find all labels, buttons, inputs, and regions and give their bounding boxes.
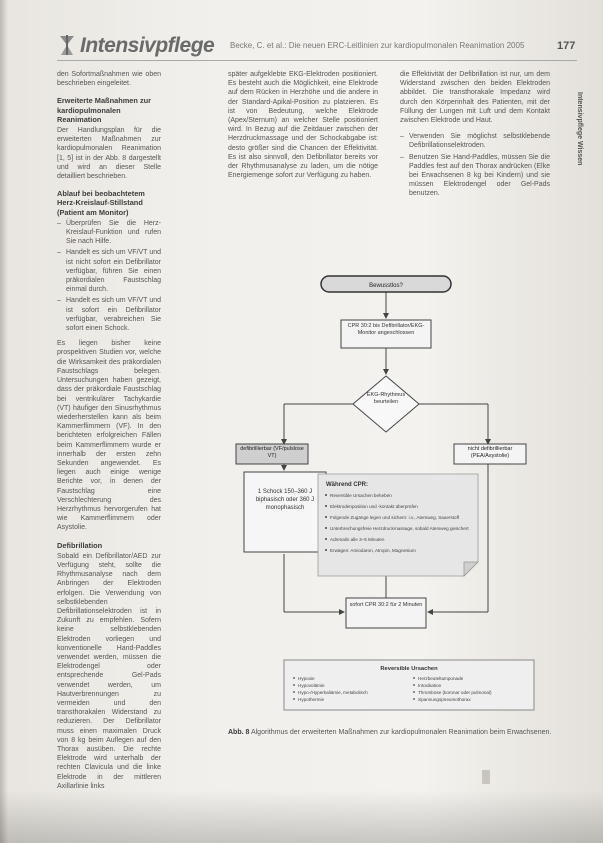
node-label: nicht defibrillierbar (PEA/Asystolie): [467, 446, 513, 459]
bullet-list: [57, 219, 161, 333]
node-label: CPR 30:2 bis Defibrillator/EKG-Monitor angeschlossen: [347, 323, 425, 336]
node-label: defibrillierbar (VF/pulslose VT): [240, 446, 304, 459]
paragraph: Es liegen bisher keine prospektiven Studien vor, welche die Wirksamkeit des präkordialen Faustschlags belegen. Untersuchungen haben gezeigt, dass der präkordiale Faustschlag bei ventrikulärer Tachykardie (VT) häufiger den Sinusrhythmus wiederherstellen kann als beim Kammerflimmern (VF). In den berichteten erfolgreichen Fällen beim Kammerflimmern wurde er innerhalb der ersten zehn Sekunden angewendet. Es liegen auch einige wenige Berichte vor, in denen der Faustschlag eine Verschlechterung des Herzrhythmus hervorgerufen hat wie Kammerflimmern oder Asystolie.: [57, 340, 161, 532]
node-label: 1 Schock 150–360 J biphasisch oder 360 J monophasisch: [255, 489, 315, 511]
node-label: EKG-Rhythmus beurteilen: [366, 392, 406, 405]
text-column-middle: [228, 70, 378, 187]
flow-node-start: [321, 276, 451, 292]
caption-label: Abb. 8: [228, 729, 250, 736]
section-heading: Erweiterte Maßnahmen zur kardiopulmonalen Reanimation: [57, 96, 152, 124]
during-cpr-item: Elektrodenposition und -kontakt überprüfen: [330, 504, 418, 509]
running-head: Becke, C. et al.: Die neuen ERC-Leitlinien zur kardiopulmonalen Reanimation 2005: [230, 41, 525, 50]
during-cpr-item: Erwägen: Amiodaron, Atropin, Magnesium: [330, 548, 416, 553]
reversible-cause: Intoxikation: [418, 683, 442, 688]
header-rule: [57, 60, 577, 61]
reversible-cause: Thrombose (koronar oder pulmonal): [418, 690, 492, 695]
list-item: – Verwenden Sie möglichst selbstklebende Defibrillationselektroden.: [409, 132, 550, 150]
section-heading: Ablauf bei beobachtetem Herz-Kreislauf-Stillstand (Patient am Monitor): [57, 189, 145, 217]
reversible-causes-box: [284, 660, 534, 710]
figure-caption: [228, 728, 568, 737]
text-column-left: [57, 70, 161, 798]
during-cpr-item: Unterbrechungsfreie Herzdruckmassage, sobald Atemweg gesichert: [330, 526, 469, 531]
flow-node-cpr: [341, 320, 431, 348]
during-cpr-item: Folgende Zugänge legen und sichern: i.v., Atemweg, Sauerstoff: [330, 515, 460, 520]
list-item: – Handelt es sich um VF/VT und ist sofort ein Defibrillator verfügbar, verabreichen Sie sofort einen Schock.: [66, 296, 161, 333]
text-column-right: [400, 70, 550, 205]
node-label: sofort CPR 30:2 für 2 Minuten: [349, 602, 423, 608]
caduceus-icon: [57, 34, 77, 56]
paragraph: Der Handlungsplan für die erweiterten Maßnahmen zur kardiopulmonalen Reanimation [1, 5] ist in der Abb. 8 dargestellt und wird an dieser Stelle detailliert beschrieben.: [57, 127, 161, 181]
paragraph: später aufgeklebte EKG-Elektroden positioniert. Es besteht auch die Möglichkeit, eine Elektrode auf dem Rücken in Herzhöhe und die andere in der Standard-Apikal-Position zu platzieren. Es ist von Bedeutung, welche Elektrode (Apex/Sternum) an welcher Stelle positioniert wird. In Bezug auf die Zeitdauer zwischen der Herzdruckmassage und der Schockabgabe ist: desto größer sind die Chancen der Effektivität. Es ist also sinnvoll, den Defibrillator bereits vor der Rhythmusanalyse zu laden, um die nötige Energiemenge sofort zur Verfügung zu haben.: [228, 71, 378, 180]
caption-text: Algorithmus der erweiterten Maßnahmen zur kardiopulmonalen Reanimation beim Erwachsenen.: [250, 729, 552, 736]
list-item: – Handelt es sich um VF/VT und ist nicht sofort ein Defibrillator verfügbar, führen Sie einen präkordialen Faustschlag einmal durch.: [66, 248, 161, 294]
list-item: – Überprüfen Sie die Herz-Kreislauf-Funktion und rufen Sie nach Hilfe.: [66, 219, 161, 247]
list-item: – Benutzen Sie Hand-Paddles, müssen Sie die Paddles fest auf den Thorax andrücken (Elke bei Erwachsenen 8 kg bei Kindern) und sie müssen Elektrodengel oder Gel-Pads benutzen.: [409, 153, 550, 199]
scan-shadow: [0, 790, 603, 843]
flow-node-shock: [244, 472, 326, 552]
section-heading: Defibrillation: [57, 540, 103, 550]
page-number: 177: [557, 40, 576, 52]
reversible-cause: Hypothermie: [298, 697, 325, 702]
reversible-cause: Hypovolämie: [298, 683, 325, 688]
side-tab: [573, 92, 583, 166]
flow-node-rhythm-analysis: [353, 376, 419, 432]
paragraph: den Sofortmaßnahmen wie oben beschrieben eingeleitet.: [57, 71, 161, 88]
journal-title: Intensivpflege: [80, 34, 215, 57]
during-cpr-title: Während CPR:: [326, 482, 368, 488]
bullet-list: [400, 132, 550, 198]
reversible-cause: Spannungspneumothorax: [418, 697, 471, 702]
paragraph: Sobald ein Defibrillator/AED zur Verfügung steht, sollte die Rhythmusanalyse nach dem Anbringen der Elektroden erfolgen. Die Verwendung von selbstklebenden Defibrillationselektroden ist in Zukunft zu empfehlen. Sofern keine selbstklebenden Elektroden vorliegen und konventionelle Hand-Paddles verwendet werden, müssen die Elektrodengel oder entsprechende Gel-Pads verwendet werden, um Hautverbrennungen zu vermeiden und den transthorakalen Widerstand zu reduzieren. Der Defibrillator muss einen maximalen Druck von 8 kg beim Auflegen auf den Thorax ausüben. Die rechte Elektrode wird unterhalb der rechten Clavicula und die linke Elektrode in der mittleren Axillarlinie links: [57, 552, 161, 790]
reversible-causes-title: Reversible Ursachen: [380, 666, 438, 672]
during-cpr-item: Adrenalin alle 3–5 Minuten: [330, 537, 385, 542]
reversible-cause: Herzbeuteltamponade: [418, 676, 464, 681]
node-label: Bewusstlos?: [369, 283, 403, 289]
reversible-cause: Hypoxie: [298, 676, 315, 681]
flow-node-shockable: [236, 444, 308, 464]
during-cpr-box: [318, 474, 478, 576]
flow-node-nonshockable: [454, 444, 526, 464]
during-cpr-item: Reversible Ursachen beheben: [330, 493, 392, 498]
reversible-cause: Hypo-/Hyperkaliämie, metabolisch: [298, 690, 368, 695]
side-tab-label: Intensivpflege Wissen: [576, 92, 583, 166]
scan-mark: [482, 770, 490, 784]
binding-shadow: [0, 0, 8, 843]
flow-node-cpr-after-shock: [346, 598, 426, 628]
paragraph: die Effektivität der Defibrillation ist nur, um dem Widerstand zwischen den beiden Elektroden abbildet. Die transthorakale Impedanz wird durch den Körperinhalt des Patienten, mit der Füllung der Lungen mit Luft und dem Kontakt zwischen Elektrode und Haut.: [400, 71, 550, 125]
als-flowchart: [226, 262, 566, 712]
